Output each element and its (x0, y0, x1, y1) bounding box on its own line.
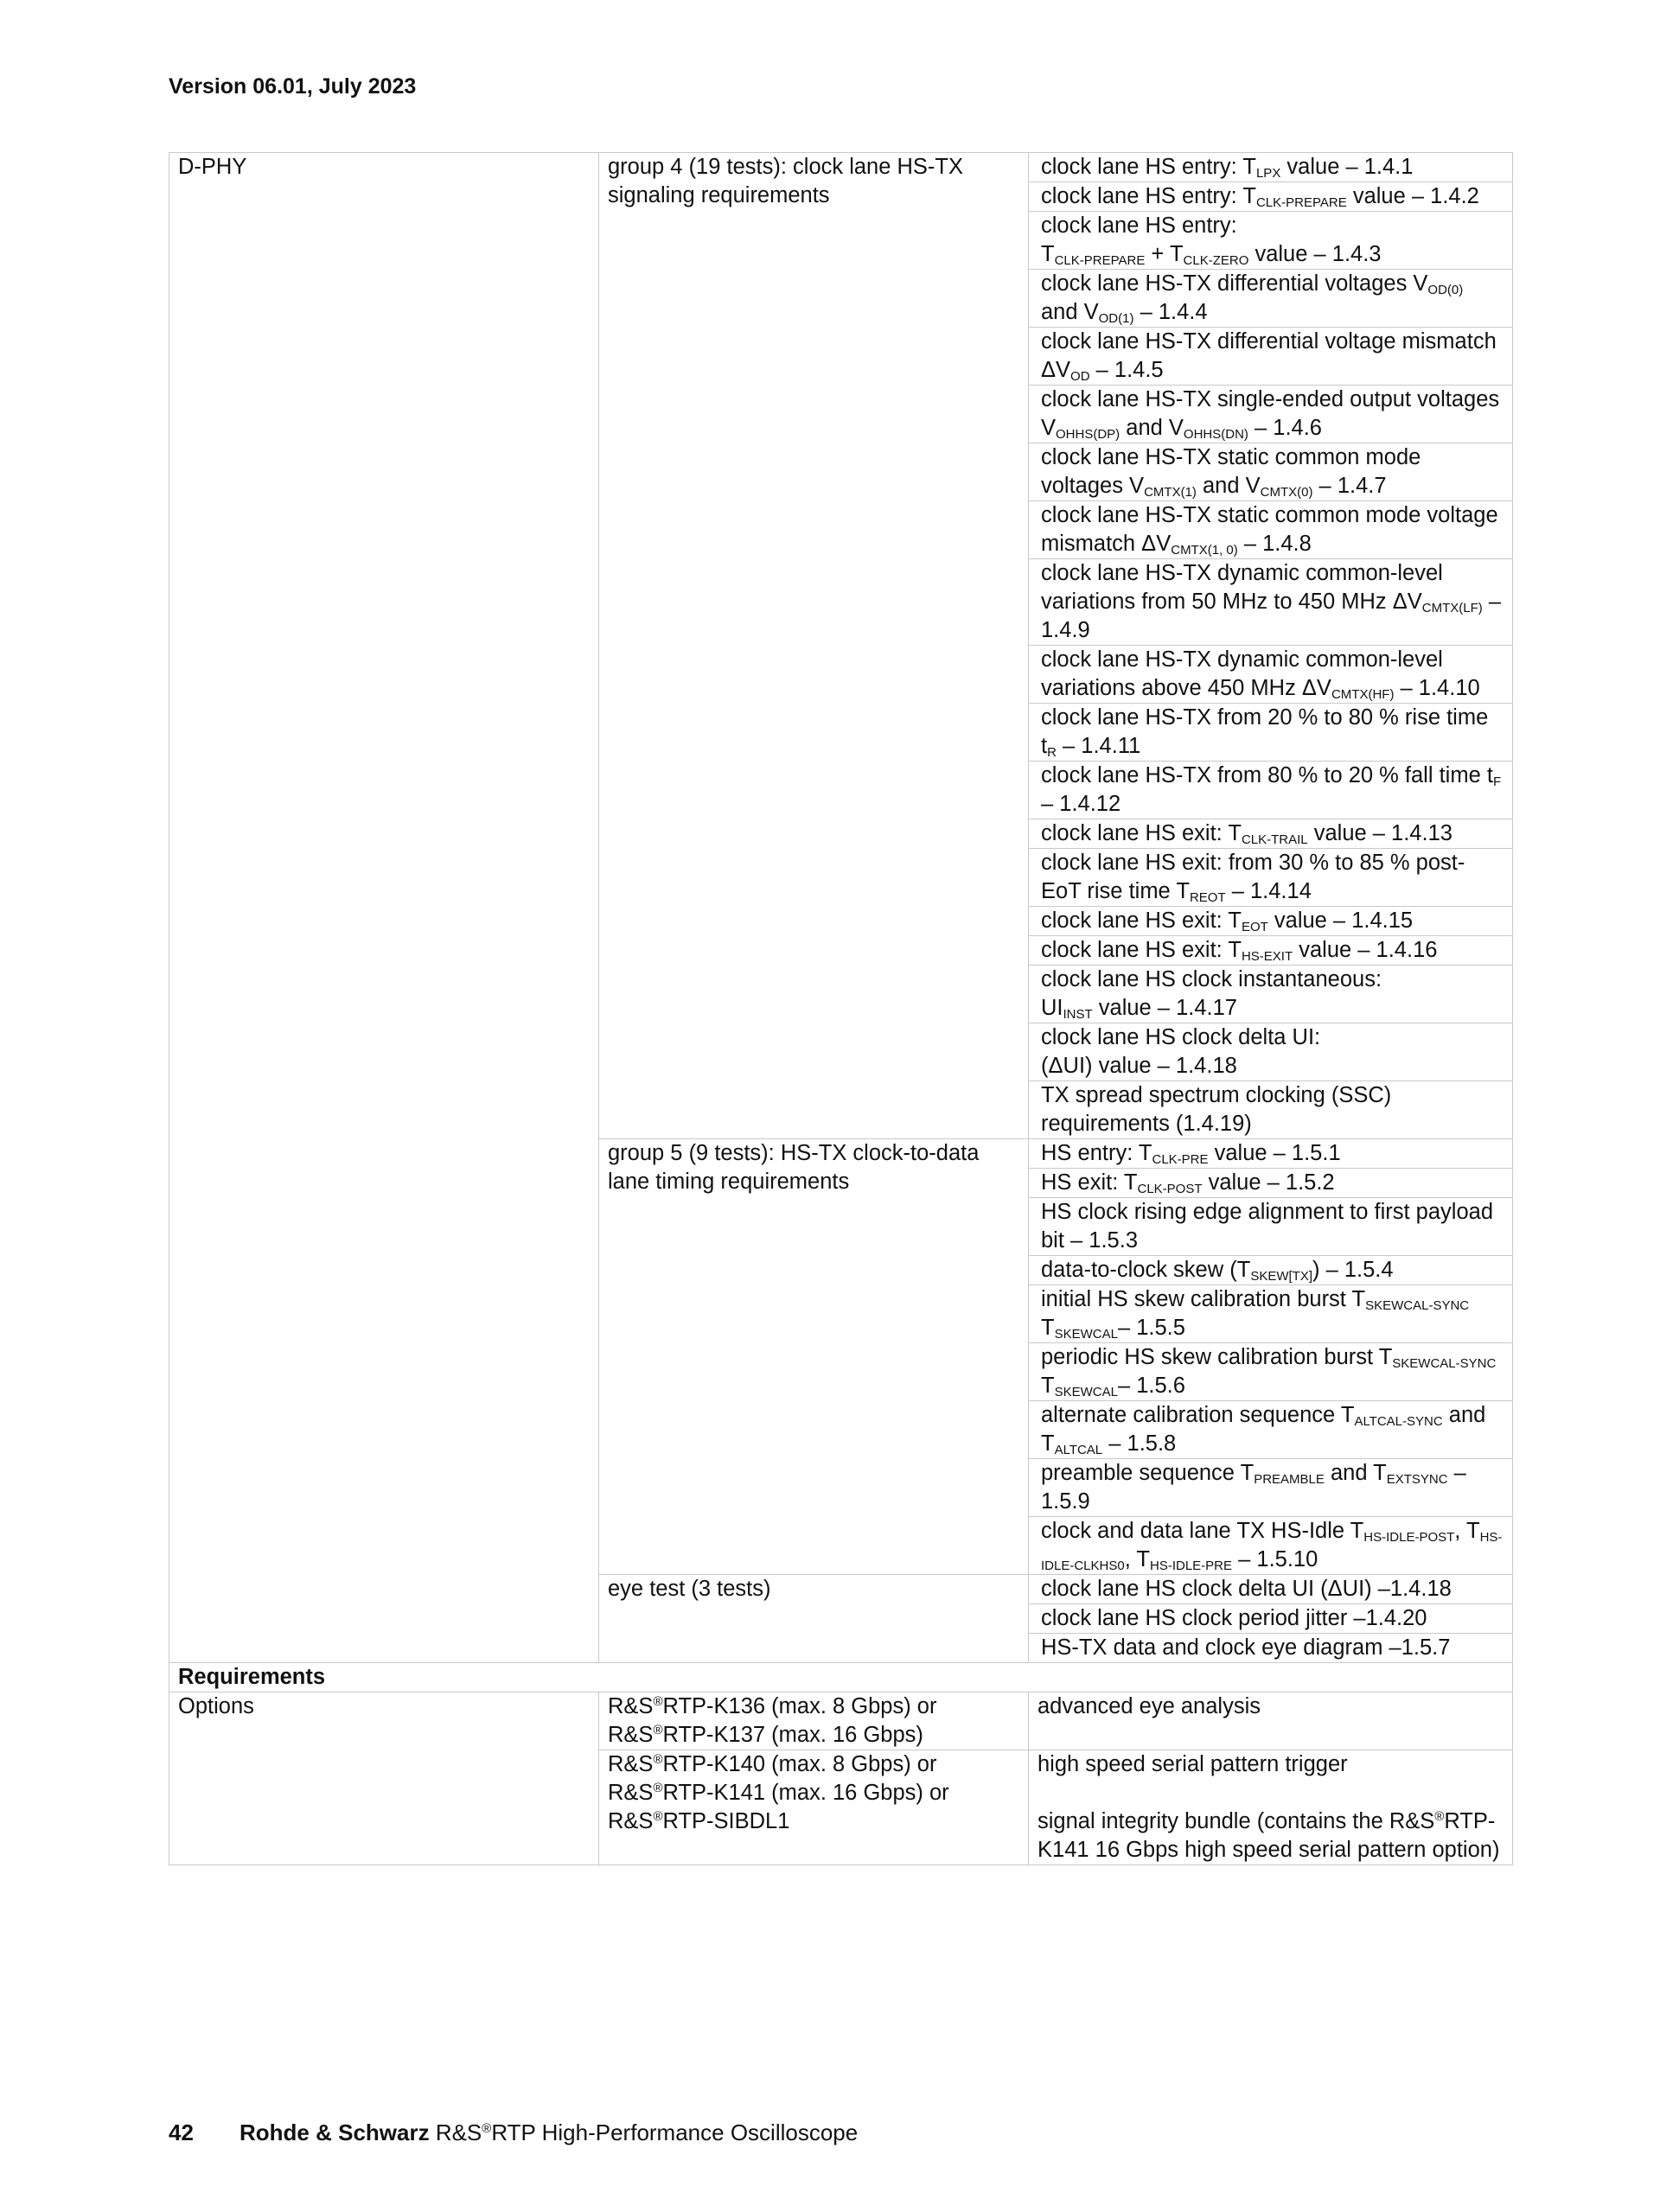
test-item: clock lane HS exit: $T_{HS-EXIT}$ value – 1.4.16 (1029, 935, 1512, 965)
test-item: clock lane HS-TX dynamic common-level variations above 450 MHz $\Delta V_{CMTX(HF)} - 1.4.10$ (1029, 645, 1512, 703)
table-row (169, 153, 1513, 1139)
test-item: initial HS skew calibration burst $T_{SKEWCAL-SYNC}$ $T_{SKEWCAL}-$ 1.5.5 (1029, 1284, 1512, 1342)
test-item: preamble sequence $T_{PREAMBLE}$ and $T_{EXTSYNC} - 1.5.9$ (1029, 1458, 1512, 1516)
section-label-dphy: D-PHY (169, 153, 599, 1663)
option-description: advanced eye analysis (1029, 1692, 1513, 1750)
test-item: clock lane HS-TX differential voltage mismatch $\Delta V_{OD} - 1.4.5$ (1029, 327, 1512, 385)
test-item: clock lane HS clock delta UI (ΔUI) –1.4.18 (1041, 1577, 1452, 1601)
test-item: HS clock rising edge alignment to first payload bit – 1.5.3 (1029, 1197, 1512, 1255)
document-version: Version 06.01, July 2023 (169, 74, 417, 99)
test-item: clock lane HS clock delta UI: (ΔUI) value – 1.4.18 (1029, 1023, 1512, 1081)
test-item: data-to-clock skew $(T_{SKEW[TX]}) - 1.5.4$ (1029, 1255, 1512, 1284)
test-item: clock lane HS-TX from 80 % to 20 % fall time $t_F - 1.4.12$ (1029, 761, 1512, 819)
group-tests (1029, 1575, 1513, 1663)
test-item: periodic HS skew calibration burst $T_{SKEWCAL-SYNC}$ $T_{SKEWCAL}-$ 1.5.6 (1029, 1342, 1512, 1400)
test-item: HS-TX data and clock eye diagram –1.5.7 (1029, 1633, 1512, 1662)
page-footer (169, 2120, 858, 2146)
option-products: R&S®RTP-K136 (max. 8 Gbps) or R&S®RTP-K137 (max. 16 Gbps) (599, 1692, 1029, 1750)
requirements-heading: Requirements (169, 1663, 1513, 1692)
group-tests (1029, 153, 1513, 1139)
options-label: Options (169, 1692, 599, 1865)
test-item: clock and data lane TX HS-Idle $T_{HS-IDLE-POST}$, $T_{HS-IDLE-CLKHS0}$, $T_{HS-IDLE-PRE} - 1.5.10$ (1029, 1516, 1512, 1574)
test-item: HS entry: $T_{CLK-PRE}$ value – 1.5.1 (1041, 1141, 1341, 1167)
test-item: clock lane HS-TX dynamic common-level variations from 50 MHz to 450 MHz $\Delta V_{CMTX(LF)} - 1.4.9$ (1029, 558, 1512, 645)
group-name: group 5 (9 tests): HS-TX clock-to-data lane timing requirements (599, 1139, 1029, 1575)
test-item: TX spread spectrum clocking (SSC) requirements (1.4.19) (1029, 1081, 1512, 1138)
test-item: clock lane HS-TX static common mode voltage mismatch $\Delta V_{CMTX(1, 0)} - 1.4.8$ (1029, 500, 1512, 558)
option-products: R&S®RTP-K140 (max. 8 Gbps) or R&S®RTP-K141 (max. 16 Gbps) or R&S®RTP-SIBDL1 (599, 1750, 1029, 1865)
footer-brand: Rohde & Schwarz (239, 2120, 430, 2145)
specifications-table (169, 152, 1513, 1865)
group-tests (1029, 1139, 1513, 1575)
table-row (169, 1663, 1513, 1692)
footer-title: R&S®RTP High-Performance Oscilloscope (429, 2120, 859, 2145)
test-item: clock lane HS exit: $T_{CLK-TRAIL}$ value – 1.4.13 (1029, 819, 1512, 848)
test-item: HS exit: $T_{CLK-POST}$ value – 1.5.2 (1029, 1168, 1512, 1197)
group-name: group 4 (19 tests): clock lane HS-TX signaling requirements (599, 153, 1029, 1139)
test-item: clock lane HS clock period jitter –1.4.20 (1029, 1603, 1512, 1633)
option-description: high speed serial pattern trigger signal integrity bundle (contains the R&S®RTP-K141 16 Gbps high speed serial pattern option) (1029, 1750, 1513, 1865)
page-number: 42 (169, 2120, 194, 2145)
test-item: clock lane HS clock instantaneous: $UI_{INST}$ value – 1.4.17 (1029, 965, 1512, 1023)
group-name: eye test (3 tests) (599, 1575, 1029, 1663)
test-item: clock lane HS-TX differential voltages $V_{OD(0)}$ and $V_{OD(1)} - 1.4.4$ (1029, 269, 1512, 327)
specifications-table-body (169, 153, 1513, 1865)
test-item: clock lane HS-TX from 20 % to 80 % rise time $t_R - 1.4.11$ (1029, 703, 1512, 761)
test-item: clock lane HS-TX single-ended output voltages $V_{OHHS(DP)}$ and $V_{OHHS(DN)} - 1.4.6$ (1029, 385, 1512, 443)
test-item: clock lane HS entry: $T_{CLK-PREPARE}$ value – 1.4.2 (1029, 182, 1512, 211)
test-item: clock lane HS exit: from 30 % to 85 % post-EoT rise time $T_{REOT} - 1.4.14$ (1029, 848, 1512, 906)
test-item: clock lane HS entry: $T_{CLK-PREPARE} + T_{CLK-ZERO}$ value – 1.4.3 (1029, 211, 1512, 269)
test-item: clock lane HS-TX static common mode voltages $V_{CMTX(1)}$ and $V_{CMTX(0)} - 1.4.7$ (1029, 443, 1512, 500)
test-item: clock lane HS entry: $T_{LPX}$ value – 1.4.1 (1041, 155, 1414, 181)
test-item: clock lane HS exit: $T_{EOT}$ value – 1.4.15 (1029, 906, 1512, 935)
table-row (169, 1692, 1513, 1750)
test-item: alternate calibration sequence $T_{ALTCAL-SYNC}$ and $T_{ALTCAL} - 1.5.8$ (1029, 1400, 1512, 1458)
